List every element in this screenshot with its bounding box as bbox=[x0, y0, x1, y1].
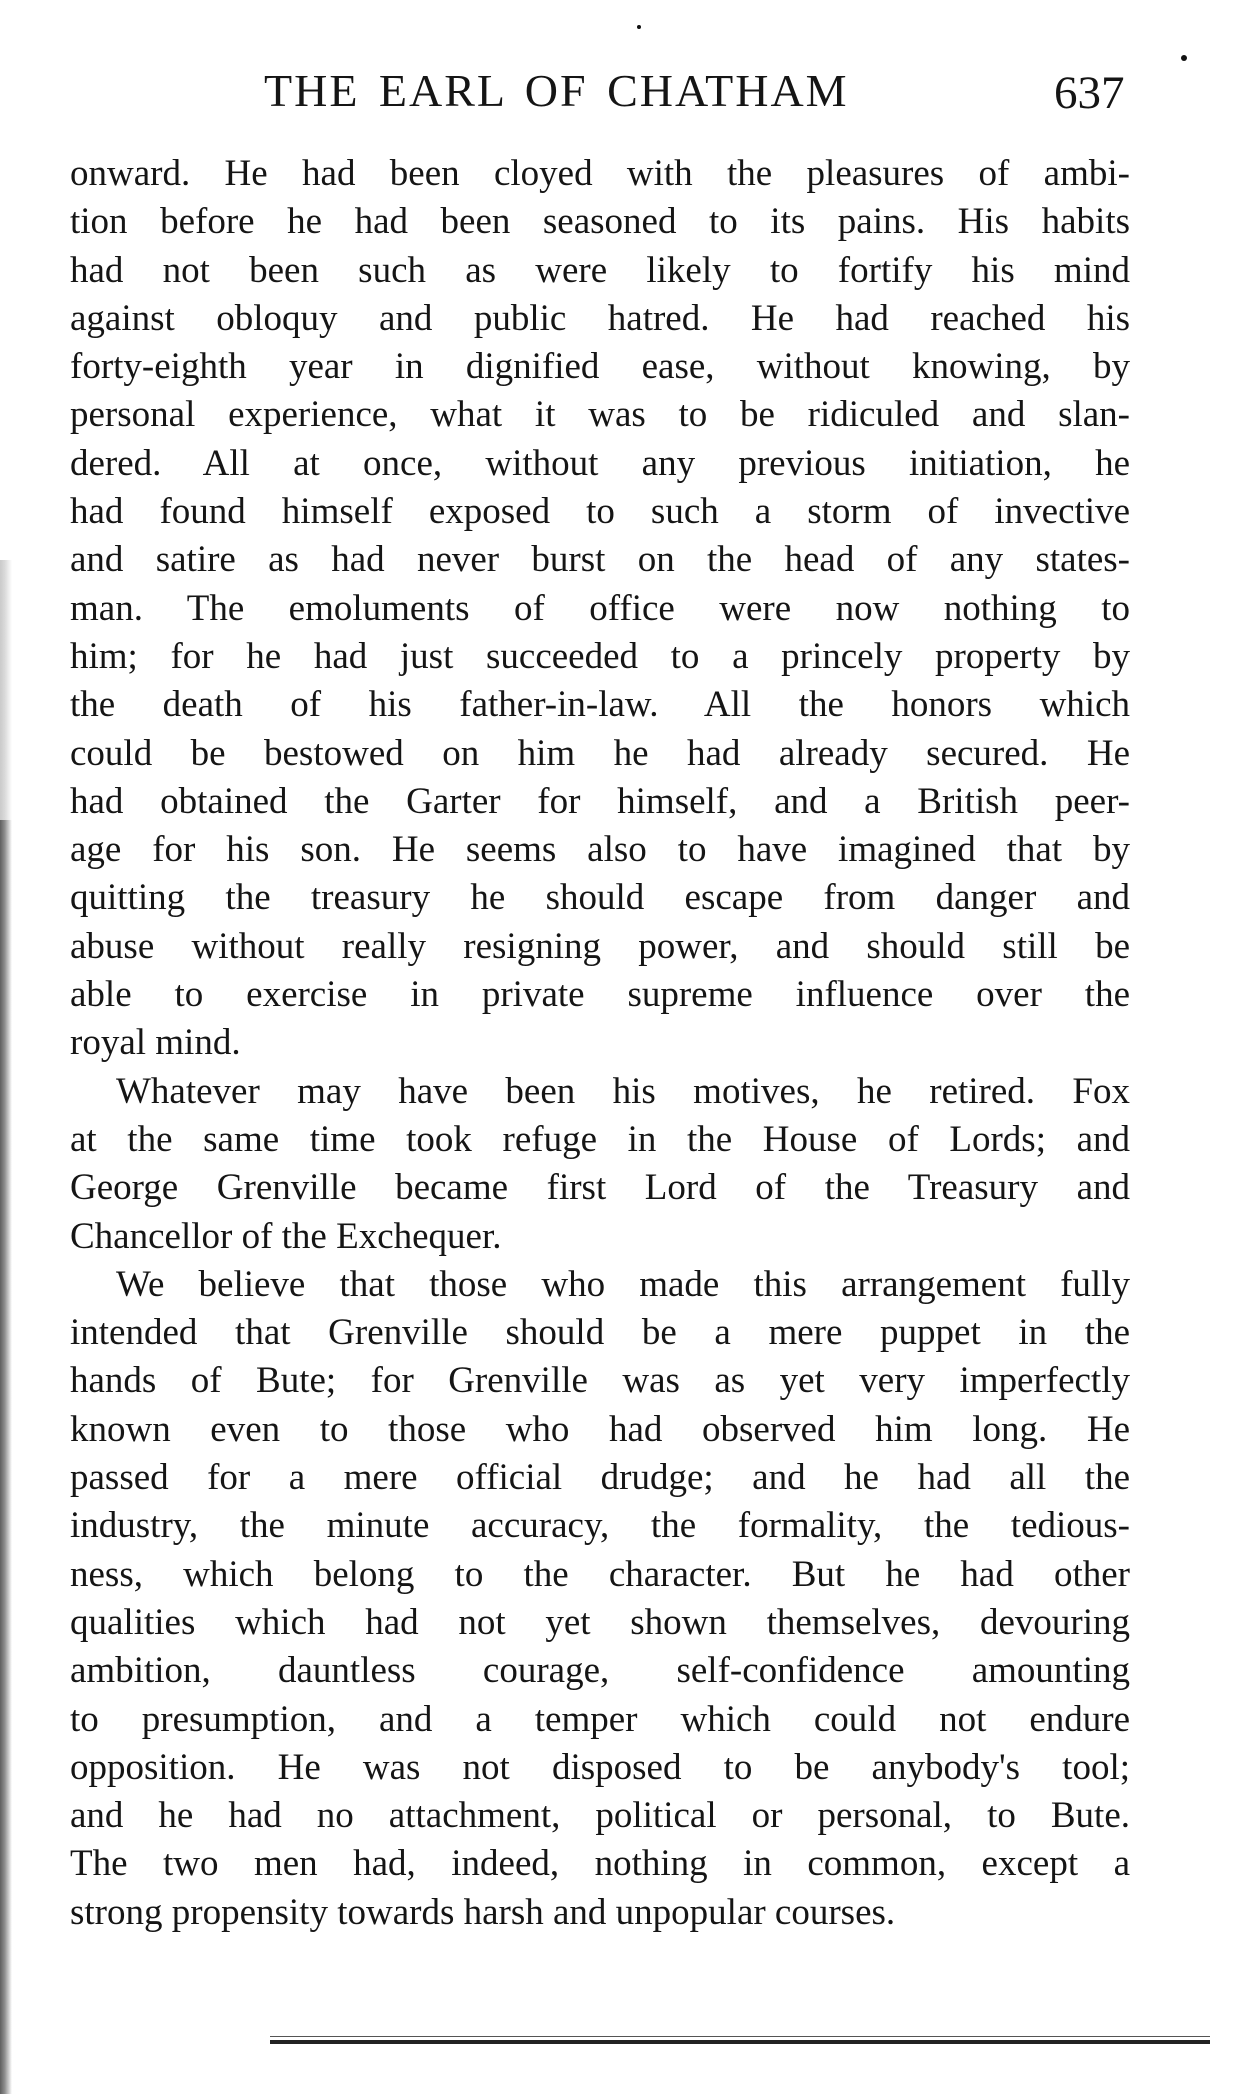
binding-shadow-upper bbox=[0, 560, 12, 820]
body-text bbox=[70, 150, 1130, 1937]
paragraph bbox=[70, 150, 1130, 1068]
text-line: ness, which belong to the character. But he had other bbox=[70, 1553, 1130, 1595]
text-line: hands of Bute; for Grenville was as yet very imperfectly bbox=[70, 1360, 1130, 1402]
text-line: We believe that those who made this arrangement fully bbox=[116, 1263, 1130, 1305]
text-line: could be bestowed on him he had already secured. He bbox=[70, 732, 1130, 774]
text-line: age for his son. He seems also to have imagined that by bbox=[70, 829, 1130, 871]
text-line: intended that Grenville should be a mere puppet in the bbox=[70, 1312, 1130, 1354]
text-line: had found himself exposed to such a storm of invective bbox=[70, 491, 1130, 533]
text-line: had not been such as were likely to fortify his mind bbox=[70, 249, 1130, 291]
page-number: 637 bbox=[1054, 67, 1125, 119]
text-line: passed for a mere official drudge; and he had all the bbox=[70, 1457, 1130, 1499]
text-line: tion before he had been seasoned to its pains. His habits bbox=[70, 201, 1130, 243]
text-line: had obtained the Garter for himself, and a British peer- bbox=[70, 780, 1130, 822]
text-line: known even to those who had observed him long. He bbox=[70, 1408, 1130, 1450]
text-line: abuse without really resigning power, and should still be bbox=[70, 925, 1130, 967]
text-line: him; for he had just succeeded to a princely property by bbox=[70, 635, 1130, 677]
text-line: personal experience, what it was to be ridiculed and slan- bbox=[70, 394, 1130, 436]
text-line: opposition. He was not disposed to be anybody's tool; bbox=[70, 1746, 1130, 1788]
text-line: industry, the minute accuracy, the formality, the tedious- bbox=[70, 1505, 1130, 1547]
paragraph bbox=[70, 1261, 1130, 1937]
binding-shadow bbox=[0, 820, 12, 2094]
page-header bbox=[0, 56, 1252, 126]
text-line: strong propensity towards harsh and unpopular courses. bbox=[70, 1891, 896, 1933]
text-line: ambition, dauntless courage, self-confidence amounting bbox=[70, 1650, 1130, 1692]
ink-speck bbox=[637, 25, 641, 29]
text-line: George Grenville became first Lord of the Treasury and bbox=[70, 1167, 1130, 1209]
text-line: against obloquy and public hatred. He had reached his bbox=[70, 297, 1130, 339]
text-line: dered. All at once, without any previous initiation, he bbox=[70, 442, 1130, 484]
text-line: able to exercise in private supreme influence over the bbox=[70, 974, 1130, 1016]
text-line: The two men had, indeed, nothing in common, except a bbox=[70, 1843, 1130, 1885]
text-line: at the same time took refuge in the House of Lords; and bbox=[70, 1118, 1130, 1160]
text-line: royal mind. bbox=[70, 1022, 241, 1064]
text-line: qualities which had not yet shown themselves, devouring bbox=[70, 1601, 1130, 1643]
text-line: and he had no attachment, political or personal, to Bute. bbox=[70, 1795, 1130, 1837]
text-line: the death of his father-in-law. All the honors which bbox=[70, 684, 1130, 726]
bottom-rule-thin bbox=[270, 2036, 1210, 2037]
text-line: forty-eighth year in dignified ease, without knowing, by bbox=[70, 346, 1130, 388]
text-line: quitting the treasury he should escape from danger and bbox=[70, 877, 1130, 919]
text-line: onward. He had been cloyed with the pleasures of ambi- bbox=[70, 153, 1130, 194]
text-line: and satire as had never burst on the head of any states- bbox=[70, 539, 1130, 581]
running-title: THE EARL OF CHATHAM bbox=[264, 65, 849, 116]
text-line: to presumption, and a temper which could not endure bbox=[70, 1698, 1130, 1740]
text-line: Whatever may have been his motives, he retired. Fox bbox=[116, 1070, 1130, 1112]
text-line: Chancellor of the Exchequer. bbox=[70, 1215, 502, 1257]
paragraph bbox=[70, 1068, 1130, 1261]
bottom-rule bbox=[270, 2040, 1210, 2044]
text-line: man. The emoluments of office were now nothing to bbox=[70, 587, 1130, 629]
